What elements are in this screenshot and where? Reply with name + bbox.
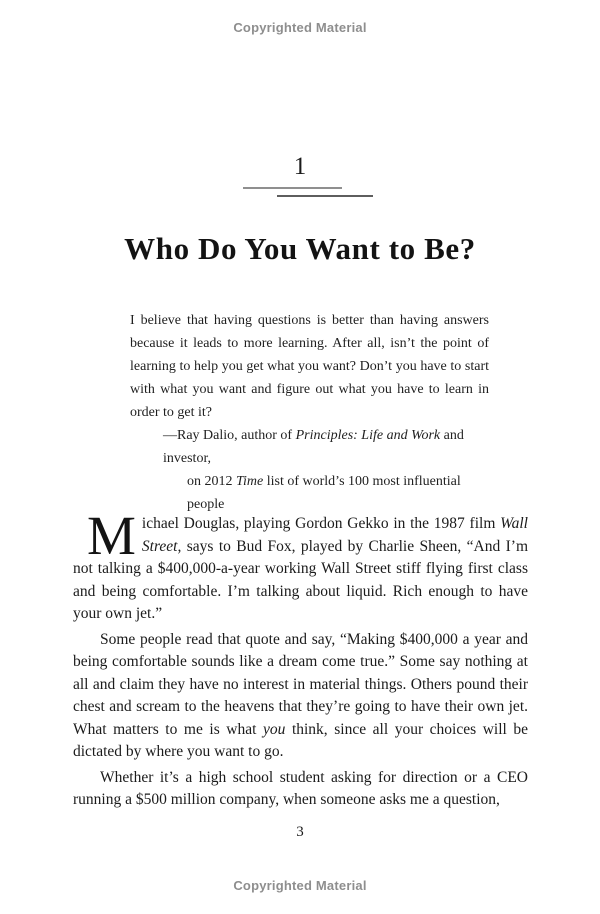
epigraph-attribution-line-1: —Ray Dalio, author of Principles: Life and Work and investor, <box>163 428 464 466</box>
body-text <box>73 505 528 815</box>
epigraph <box>130 309 489 516</box>
chapter-number: 1 <box>293 153 307 180</box>
copyright-notice-bottom: Copyrighted Material <box>233 878 367 893</box>
page-number: 3 <box>296 824 304 840</box>
chapter-divider <box>0 187 600 199</box>
drop-cap: M <box>87 505 136 566</box>
paragraph-1-text: ichael Douglas, playing Gordon Gekko in the 1987 film Wall Street, says to Bud Fox, played by Charlie Sheen, “And I’m not talking a $400,000-a-year working Wall Street stiff flying first class and being comfortable. I’m talking about liquid. Rich enough to have your own jet.” <box>73 515 528 622</box>
divider-line-upper <box>243 187 342 189</box>
paragraph-2: Some people read that quote and say, “Making $400,000 a year and being comfortable sounds like a dream come true.” Some say nothing at all and claim they have no interest in material things. Others pound their chest and scream to the heavens that they’re going to have their own jet. What matters to me is what you think, since all your choices will be dictated by where you want to go. <box>73 630 528 760</box>
paragraph-3: Whether it’s a high school student asking for direction or a CEO running a $500 million company, when someone asks me a question, <box>73 768 528 808</box>
epigraph-attribution-line-2: on 2012 Time list of world’s 100 most influential people <box>187 474 461 512</box>
copyright-notice-top: Copyrighted Material <box>233 20 367 35</box>
epigraph-quote: I believe that having questions is better than having answers because it leads to more learning. After all, isn’t the point of learning to help you get what you want? Don’t you have to start with what you want and figure out what you have to learn in order to get it? <box>130 313 489 420</box>
divider-line-lower <box>277 195 373 197</box>
paragraph-1 <box>73 505 528 626</box>
chapter-title: Who Do You Want to Be? <box>124 231 476 266</box>
